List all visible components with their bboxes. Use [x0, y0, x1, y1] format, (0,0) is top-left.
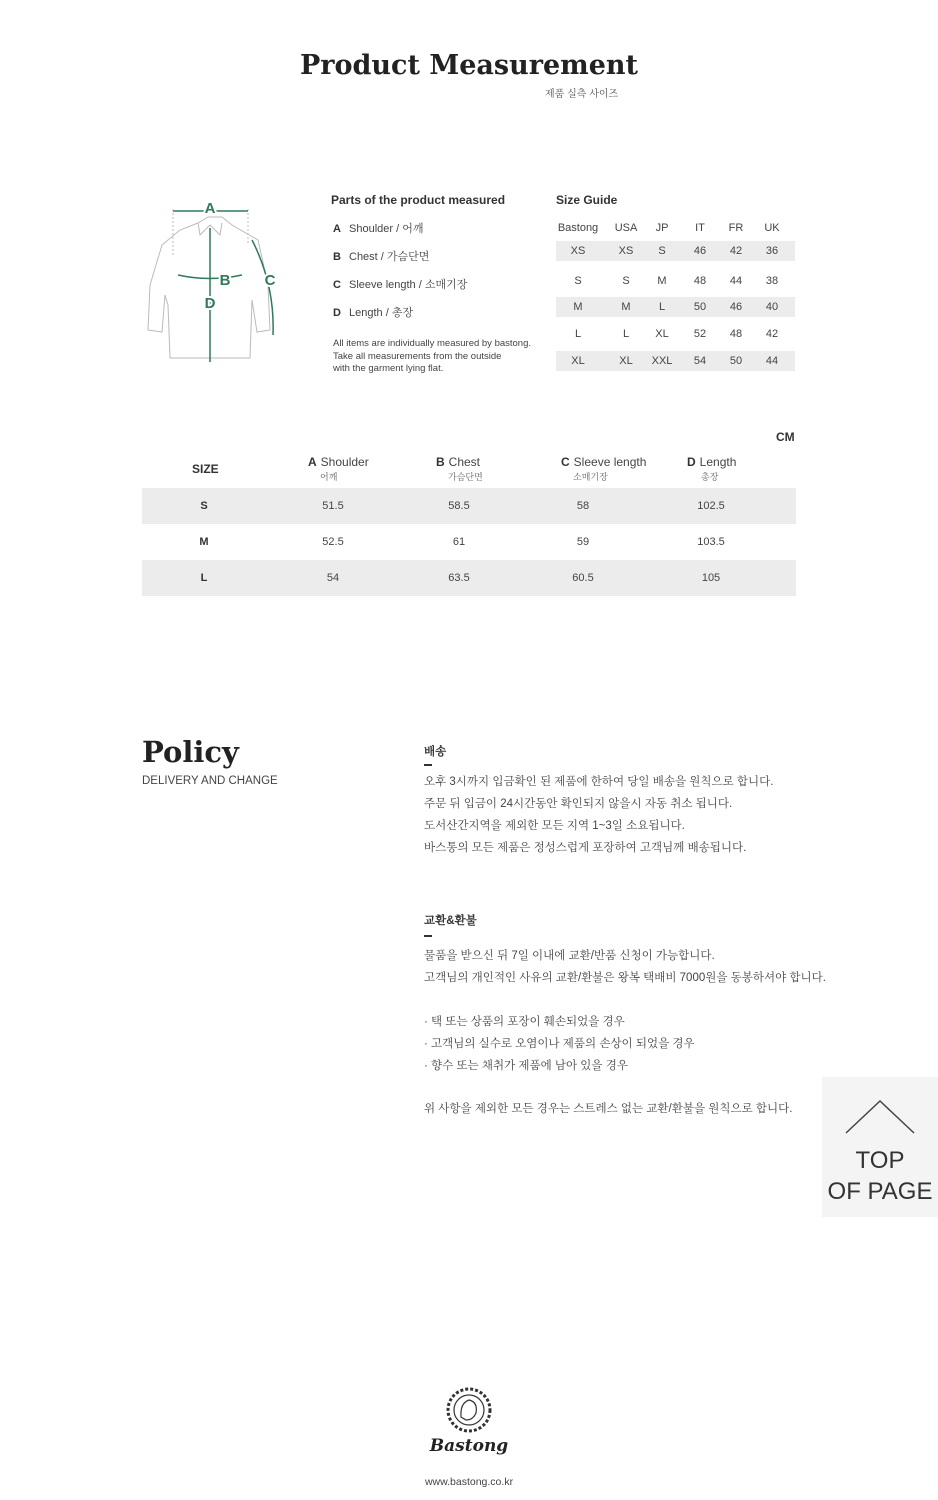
- note-line: with the garment lying flat.: [333, 363, 444, 374]
- column-header-b: [436, 455, 483, 483]
- size-cell: L: [658, 301, 666, 313]
- size-cell: 44: [765, 355, 779, 367]
- column-label-ko: 가슴단면: [448, 472, 483, 482]
- column-key: B: [436, 455, 445, 469]
- size-cell: M: [657, 275, 667, 287]
- diagram-label-a: A: [204, 200, 216, 217]
- size-cell: UK: [764, 222, 780, 234]
- size-cell: 54: [693, 355, 707, 367]
- brand-name: Bastong: [429, 1436, 509, 1456]
- part-key: C: [333, 279, 341, 291]
- part-key: B: [333, 251, 341, 263]
- part-item: [333, 276, 467, 292]
- measure-value: 58: [576, 500, 590, 512]
- part-label: Length / 총장: [349, 307, 414, 319]
- size-cell: XL: [571, 355, 585, 367]
- unit-label: CM: [776, 430, 795, 444]
- size-cell: 44: [729, 275, 743, 287]
- part-key: D: [333, 307, 341, 319]
- garment-diagram: [140, 195, 285, 370]
- size-cell: XL: [619, 355, 633, 367]
- policy-subtitle: DELIVERY AND CHANGE: [142, 775, 278, 787]
- size-cell: 42: [729, 245, 743, 257]
- size-cell: 38: [765, 275, 779, 287]
- size-cell: L: [622, 328, 630, 340]
- chevron-up-icon: [844, 1099, 916, 1135]
- size-cell: USA: [614, 222, 638, 234]
- page-subtitle: 제품 실측 사이즈: [545, 89, 619, 100]
- size-cell: 46: [693, 245, 707, 257]
- size-cell: 46: [729, 301, 743, 313]
- exchange-bullet: · 택 또는 상품의 포장이 훼손되었을 경우: [424, 1016, 625, 1028]
- column-label: Length: [699, 455, 737, 469]
- exchange-heading: 교환&환불: [424, 915, 477, 927]
- part-key: A: [333, 223, 341, 235]
- size-guide-heading: Size Guide: [556, 193, 618, 207]
- size-cell: S: [658, 245, 666, 257]
- measure-value: 60.5: [572, 572, 594, 584]
- size-guide-header: [556, 218, 795, 238]
- part-label: Shoulder / 어깨: [349, 223, 424, 235]
- size-header: SIZE: [192, 462, 219, 476]
- parts-heading: Parts of the product measured: [331, 193, 506, 207]
- part-item: [333, 304, 413, 320]
- measure-value: 54: [326, 572, 340, 584]
- column-label-ko: 어깨: [320, 472, 338, 482]
- exchange-closing: 위 사항을 제외한 모든 경우는 스트레스 없는 교환/환불을 원칙으로 합니다.: [424, 1103, 793, 1115]
- diagram-label-d: D: [204, 295, 216, 312]
- column-key: C: [561, 455, 570, 469]
- measure-note: [333, 338, 531, 376]
- page-title: Product Measurement: [299, 50, 638, 81]
- brand-logo-icon: [446, 1387, 492, 1433]
- size-cell: 52: [693, 328, 707, 340]
- delivery-line: 주문 뒤 입금이 24시간동안 확인되지 않을시 자동 취소 됩니다.: [424, 798, 733, 810]
- table-row: [142, 488, 796, 524]
- size-guide-row: [556, 271, 795, 291]
- divider: [424, 764, 432, 766]
- size-label: S: [200, 500, 208, 512]
- size-label: M: [199, 536, 209, 548]
- top-label: OF PAGE: [827, 1178, 933, 1205]
- size-cell: 48: [693, 275, 707, 287]
- size-guide-row: [556, 241, 795, 261]
- diagram-label-c: C: [264, 272, 276, 289]
- column-header-a: [308, 455, 369, 483]
- column-label-ko: 소매기장: [573, 472, 608, 482]
- column-header-d: [687, 455, 736, 483]
- size-cell: XS: [570, 245, 586, 257]
- measure-value: 51.5: [322, 500, 344, 512]
- table-row: [142, 524, 796, 560]
- size-cell: XL: [655, 328, 669, 340]
- delivery-line: 바스통의 모든 제품은 정성스럽게 포장하여 고객님께 배송됩니다.: [424, 842, 747, 854]
- size-cell: S: [622, 275, 630, 287]
- size-guide-row: [556, 351, 795, 371]
- size-cell: FR: [728, 222, 744, 234]
- exchange-line: 물품을 받으신 뒤 7일 이내에 교환/반품 신청이 가능합니다.: [424, 950, 715, 962]
- measure-value: 63.5: [448, 572, 470, 584]
- size-cell: 36: [765, 245, 779, 257]
- size-cell: 50: [729, 355, 743, 367]
- site-url[interactable]: www.bastong.co.kr: [424, 1476, 514, 1488]
- table-row: [142, 560, 796, 596]
- part-label: Chest / 가슴단면: [349, 251, 430, 263]
- size-label: L: [200, 572, 208, 584]
- note-line: All items are individually measured by bastong.: [333, 338, 532, 349]
- column-key: D: [687, 455, 696, 469]
- measure-value: 58.5: [448, 500, 470, 512]
- top-of-page-button[interactable]: [822, 1077, 938, 1217]
- column-header-c: [561, 455, 646, 483]
- column-label: Chest: [448, 455, 481, 469]
- size-cell: S: [574, 275, 582, 287]
- exchange-line: 고객님의 개인적인 사유의 교환/환불은 왕복 택배비 7000원을 동봉하셔야 합니다.: [424, 972, 826, 984]
- measure-value: 52.5: [322, 536, 344, 548]
- column-label-ko: 총장: [701, 472, 719, 482]
- size-cell: M: [621, 301, 631, 313]
- size-cell: 48: [729, 328, 743, 340]
- exchange-bullet: · 고객님의 실수로 오염이나 제품의 손상이 되었을 경우: [424, 1038, 695, 1050]
- measure-value: 59: [576, 536, 590, 548]
- measure-value: 102.5: [697, 500, 725, 512]
- delivery-line: 도서산간지역을 제외한 모든 지역 1~3일 소요됩니다.: [424, 820, 685, 832]
- policy-title: Policy: [142, 735, 239, 769]
- divider: [424, 935, 432, 937]
- part-item: [333, 248, 429, 264]
- measure-value: 61: [452, 536, 466, 548]
- size-cell: 40: [765, 301, 779, 313]
- column-label: Shoulder: [320, 455, 369, 469]
- delivery-line: 오후 3시까지 입금확인 된 제품에 한하여 당일 배송을 원칙으로 합니다.: [424, 776, 774, 788]
- size-cell: JP: [655, 222, 669, 234]
- size-cell: IT: [695, 222, 705, 234]
- size-cell: Bastong: [557, 222, 599, 234]
- part-item: [333, 220, 423, 236]
- size-cell: 50: [693, 301, 707, 313]
- measure-value: 105: [701, 572, 721, 584]
- size-guide-row: [556, 297, 795, 317]
- size-cell: 42: [765, 328, 779, 340]
- exchange-bullet: · 향수 또는 채취가 제품에 남아 있을 경우: [424, 1060, 628, 1072]
- size-cell: L: [574, 328, 582, 340]
- diagram-label-b: B: [219, 272, 231, 289]
- column-key: A: [308, 455, 317, 469]
- size-guide-row: [556, 324, 795, 344]
- size-cell: XXL: [651, 355, 673, 367]
- size-cell: XS: [618, 245, 634, 257]
- part-label: Sleeve length / 소매기장: [349, 279, 468, 291]
- delivery-heading: 배송: [424, 746, 447, 758]
- size-cell: M: [573, 301, 583, 313]
- column-label: Sleeve length: [573, 455, 647, 469]
- measure-value: 103.5: [697, 536, 725, 548]
- note-line: Take all measurements from the outside: [333, 350, 502, 362]
- top-label: TOP: [855, 1147, 905, 1174]
